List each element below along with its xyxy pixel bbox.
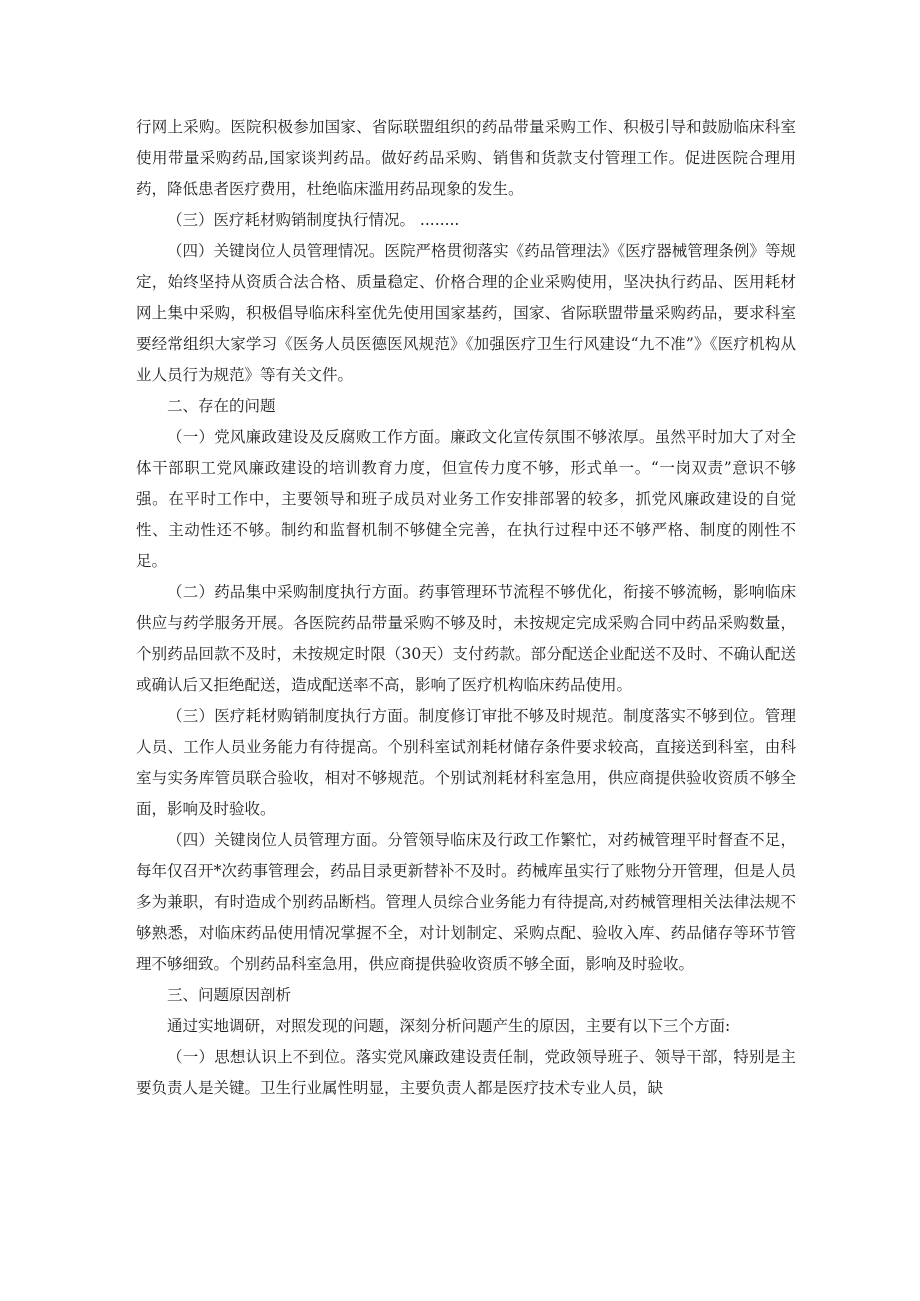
paragraph-drug-procurement: （二）药品集中采购制度执行方面。药事管理环节流程不够优化，衔接不够流畅，影响临床供应与药学服务开展。各医院药品带量采购不够及时，未按规定完成采购合同中药品采购数量，个别药品回款不及时，未按规定时限（30天）支付药款。部分配送企业配送不及时、不确认配送或确认后又拒绝配送，造成配送率不高，影响了医疗机构临床药品使用。	[136, 583, 796, 694]
section-heading-cause-analysis: 三、问题原因剖析	[167, 986, 292, 1004]
paragraph-analysis-intro: 通过实地调研，对照发现的问题，深刻分析问题产生的原因，主要有以下三个方面:	[167, 1017, 731, 1035]
paragraph-consumables-status: （三）医疗耗材购销制度执行情况。 ........	[167, 211, 460, 229]
document-body	[136, 112, 796, 1104]
paragraph-thinking-awareness: （一）思想认识上不到位。落实党风廉政建设责任制，党政领导班子、领导干部，特别是主要负责人是关键。卫生行业属性明显，主要负责人都是医疗技术专业人员，缺	[136, 1048, 796, 1097]
paragraph-key-positions-status: （四）关键岗位人员管理情况。医院严格贯彻落实《药品管理法》《医疗器械管理条例》等规定，始终坚持从资质合法合格、质量稳定、价格合理的企业采购使用，坚决执行药品、医用耗材网上集中采购，积极倡导临床科室优先使用国家基药，国家、省际联盟带量采购药品，要求科室要经常组织大家学习《医务人员医德医风规范》《加强医疗卫生行风建设“九不准”》《医疗机构从业人员行为规范》等有关文件。	[136, 242, 796, 384]
section-heading-problems: 二、存在的问题	[167, 397, 276, 415]
paragraph-key-positions-issues: （四）关键岗位人员管理方面。分管领导临床及行政工作繁忙，对药械管理平时督查不足，每年仅召开*次药事管理会，药品目录更新替补不及时。药械库虽实行了账物分开管理，但是人员多为兼职，有时造成个别药品断档。管理人员综合业务能力有待提高,对药械管理相关法律法规不够熟悉，对临床药品使用情况掌握不全，对计划制定、采购点配、验收入库、药品储存等环节管理不够细致。个别药品科室急用，供应商提供验收资质不够全面，影响及时验收。	[136, 831, 796, 973]
paragraph-anti-corruption: （一）党风廉政建设及反腐败工作方面。廉政文化宣传氛围不够浓厚。虽然平时加大了对全体干部职工党风廉政建设的培训教育力度，但宣传力度不够，形式单一。“一岗双责”意识不够强。在平时工作中，主要领导和班子成员对业务工作安排部署的较多，抓党风廉政建设的自觉性、主动性还不够。制约和监督机制不够健全完善，在执行过程中还不够严格、制度的刚性不足。	[136, 428, 796, 570]
paragraph-procurement-continued: 行网上采购。医院积极参加国家、省际联盟组织的药品带量采购工作、积极引导和鼓励临床科室使用带量采购药品,国家谈判药品。做好药品采购、销售和货款支付管理工作。促进医院合理用药，降低患者医疗费用，杜绝临床滥用药品现象的发生。	[136, 118, 796, 198]
paragraph-consumables-issues: （三）医疗耗材购销制度执行方面。制度修订审批不够及时规范。制度落实不够到位。管理人员、工作人员业务能力有待提高。个别科室试剂耗材储存条件要求较高，直接送到科室，由科室与实务库管员联合验收，相对不够规范。个别试剂耗材科室急用，供应商提供验收资质不够全面，影响及时验收。	[136, 707, 796, 818]
